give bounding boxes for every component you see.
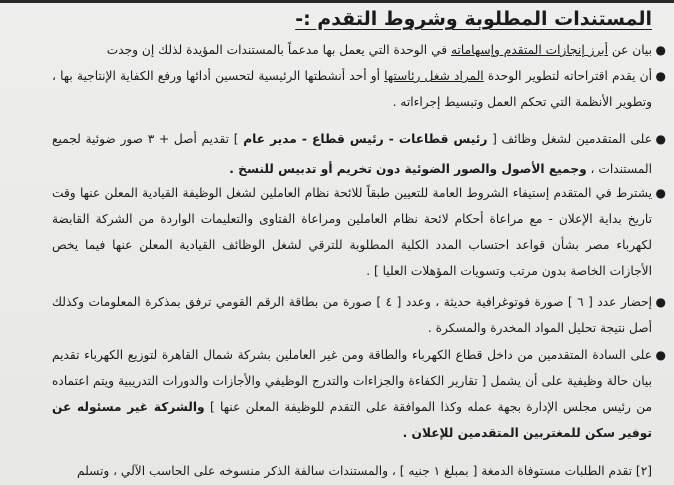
footer-clause: [٢] تقدم الطلبات مستوفاة الدمغة [ بمبلغ ١ جنيه ] ، والمستندات سالفة الذكر منسوخه على الحاسب الآلي ، وتسلم [76,464,652,478]
bullet-icon: ● [655,132,666,146]
bullet-icon: ● [655,43,666,57]
page-title: المستندات المطلوبة وشروط التقدم :- [295,8,652,30]
list-item-achievements: ● بيان عن أبرز إنجازات المتقدم وإسهاماته في الوحدة التي يعمل بها مدعماً بالمستندات المؤيدة لذلك إن وجدت [52,37,652,63]
list-item-status-statement: ● على السادة المتقدمين من داخل قطاع الكهرباء والطاقة ومن غير العاملين بشركة شمال القاهرة لتوزيع الكهرباء تقديم بيان حالة وظيفية على أن يشمل [ تقارير الكفاءة والجزاءات والتدرج الوظيفي والأجازات والدورات التدريبية ويتم اعتماده من رئيس مجلس الإدارة بجهة عمله وكذا الموافقة على التقدم للوظيفة المعلن عنها ] والشركة غير مسئوله عن توفير سكن للمغتربين المتقدمين للإعلان . [52,342,652,446]
bullet-icon: ● [655,69,666,83]
top-rule [0,0,674,3]
bullet-icon: ● [655,348,666,362]
list-item-conditions: ● يشترط في المتقدم إستيفاء الشروط العامة للتعيين طبقاً للائحة نظام العاملين لشغل الوظيفة القيادية المعلن عنها وقت تاريخ بداية الإعلان - مع مراعاة أحكام لائحة نظام العاملين ومراعاة الفتاوى والتعليمات الواردة من الشركة القابضة لكهرباء مصر بشأن قواعد احتساب المدد الكلية المطلوبة للترقي لشغل الوظائف القيادية المعلن عنها فيما يخص الأجازات الخاصة بدون مرتب وتسويات المؤهلات العليا ] . [52,180,652,284]
bullet-icon: ● [655,295,666,309]
bullet-icon: ● [655,186,666,200]
list-item-proposals: ● أن يقدم اقتراحاته لتطوير الوحدة المراد شغل رئاستها أو أحد أنشطتها الرئيسية لتحسين أدائها ورفع الكفاية الإنتاجية بها ، وتطوير الأنظمة التي تحكم العمل وتبسيط إجراءاته . [52,63,652,115]
list-item-photos: ● إحضار عدد [ ٦ ] صورة فوتوغرافية حديثة ، وعدد [ ٤ ] صورة من بطاقة الرقم القومي ترفق بمذكرة المعلومات وكذلك أصل نتيجة تحليل المواد المخدرة والمسكرة . [52,289,652,341]
list-item-copies: ● على المتقدمين لشغل وظائف [ رئيس قطاعات - رئيس قطاع - مدير عام ] تقديم أصل + ٣ صور ضوئية لجميع المستندات ، وجميع الأصول والصور الضوئية دون تخريم أو تدبيس للنسخ . [52,124,652,184]
